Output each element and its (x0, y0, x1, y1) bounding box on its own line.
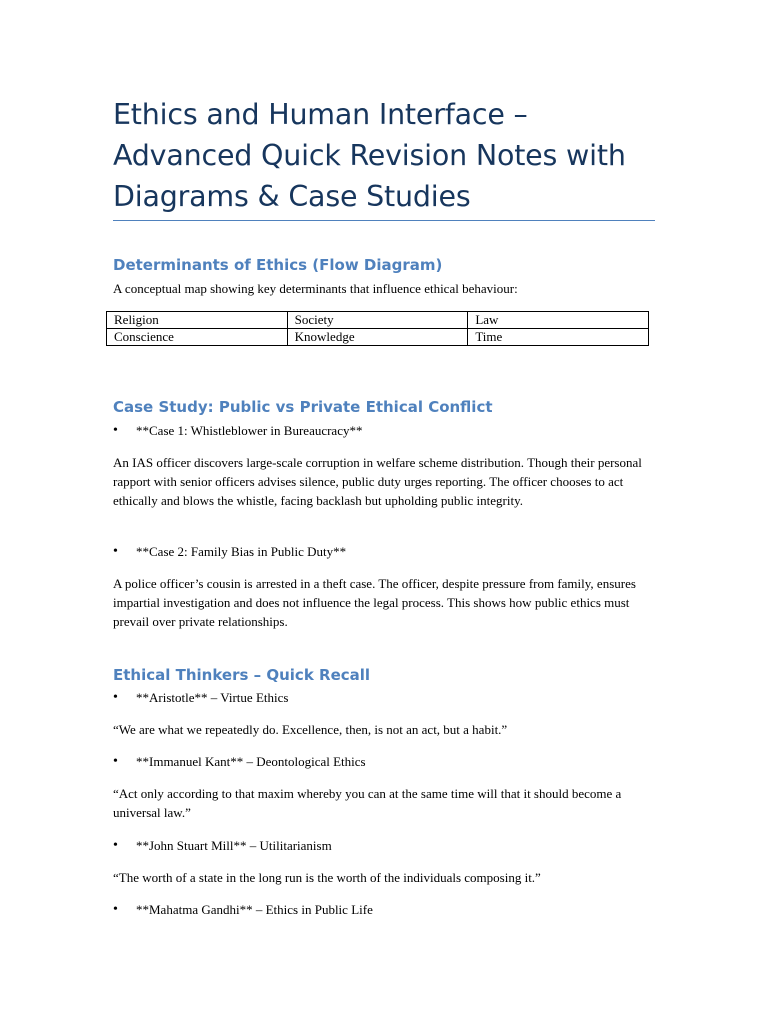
thinker-quote: “We are what we repeatedly do. Excellence, then, is not an act, but a habit.” (113, 722, 508, 737)
section-heading-case-study: Case Study: Public vs Private Ethical Conflict (113, 398, 493, 416)
bullet-glyph: • (113, 838, 118, 853)
case1-text: An IAS officer discovers large-scale corruption in welfare scheme distribution. Though their personal rapport with senior officers advises silence, public duty urges reporting. The officer chooses to act ethically and blows the whistle, facing backlash but upholding public integrity. (113, 455, 642, 509)
determinants-intro: A conceptual map showing key determinants that influence ethical behaviour: (113, 281, 518, 296)
determinants-table (106, 311, 649, 346)
section-heading-determinants: Determinants of Ethics (Flow Diagram) (113, 256, 443, 274)
table-cell: Law (468, 312, 649, 329)
table-row (107, 329, 649, 346)
bullet-glyph: • (113, 754, 118, 769)
case1-title: **Case 1: Whistleblower in Bureaucracy** (136, 423, 363, 438)
title-underline (113, 220, 655, 221)
thinker-name: **Immanuel Kant** – Deontological Ethics (136, 754, 366, 769)
table-cell: Society (287, 312, 468, 329)
thinker-name: **John Stuart Mill** – Utilitarianism (136, 838, 332, 853)
table-cell: Time (468, 329, 649, 346)
section-heading-thinkers: Ethical Thinkers – Quick Recall (113, 666, 371, 684)
thinker-quote: “The worth of a state in the long run is the worth of the individuals composing it.” (113, 870, 541, 885)
case2-title: **Case 2: Family Bias in Public Duty** (136, 544, 347, 559)
bullet-glyph: • (113, 544, 118, 559)
document-title: Ethics and Human Interface – Advanced Quick Revision Notes with Diagrams & Case Studies (113, 98, 626, 213)
table-cell: Knowledge (287, 329, 468, 346)
table-cell: Religion (107, 312, 288, 329)
table-cell: Conscience (107, 329, 288, 346)
table-row (107, 312, 649, 329)
bullet-glyph: • (113, 690, 118, 705)
case2-text: A police officer’s cousin is arrested in a theft case. The officer, despite pressure from family, ensures impartial investigation and does not influence the legal process. This shows how public ethics must prevail over private relationships. (113, 576, 636, 630)
bullet-glyph: • (113, 902, 118, 917)
thinker-quote: “Act only according to that maxim whereby you can at the same time will that it should become a universal law.” (113, 786, 622, 821)
thinker-name: **Aristotle** – Virtue Ethics (136, 690, 289, 705)
thinker-name: **Mahatma Gandhi** – Ethics in Public Life (136, 902, 373, 917)
bullet-glyph: • (113, 423, 118, 438)
